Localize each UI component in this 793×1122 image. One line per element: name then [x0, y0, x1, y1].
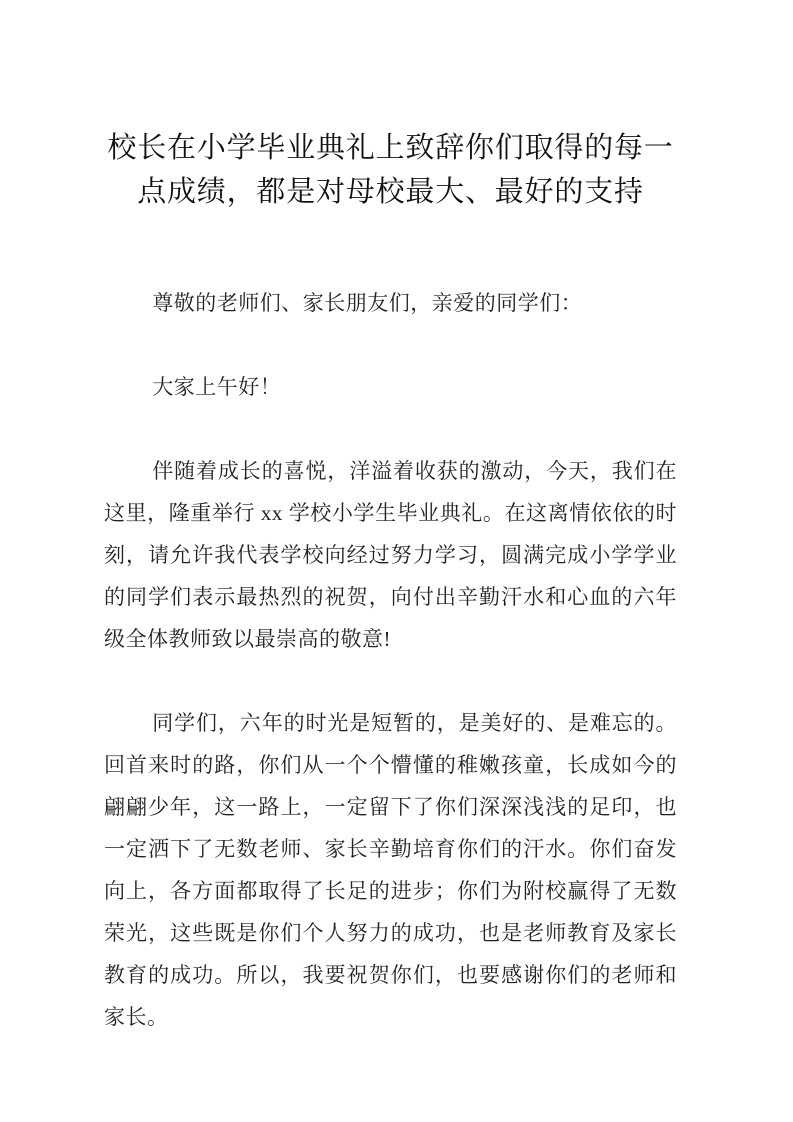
- document-body: [104, 282, 677, 1038]
- paragraph-greeting: 尊敬的老师们、家长朋友们，亲爱的同学们：: [152, 291, 583, 315]
- paragraph-salutation: 大家上午好！: [152, 375, 282, 399]
- paragraph-six-years-reflection: 同学们，六年的时光是短暂的，是美好的、是难忘的。回首来时的路，你们从一个个懵懂的稚嫩孩童，长成如今的翩翩少年，这一路上，一定留下了你们深深浅浅的足印，也一定洒下了无数老师、家长辛勤培育你们的汗水。你们奋发向上，各方面都取得了长足的进步；你们为附校赢得了无数荣光，这些既是你们个人努力的成功，也是老师教育及家长教育的成功。所以，我要祝贺你们，也要感谢你们的老师和家长。: [104, 711, 677, 1029]
- document-title: 校长在小学毕业典礼上致辞你们取得的每一点成绩，都是对母校最大、最好的支持: [107, 132, 674, 208]
- paragraph-opening-congratulations: 伴随着成长的喜悦，洋溢着收获的激动，今天，我们在这里，隆重举行 xx 学校小学生毕业典礼。在这离情依依的时刻，请允许我代表学校向经过努力学习，圆满完成小学学业的同学们表示最热烈的祝贺，向付出辛勤汗水和心血的六年级全体教师致以最崇高的敬意!: [104, 459, 677, 651]
